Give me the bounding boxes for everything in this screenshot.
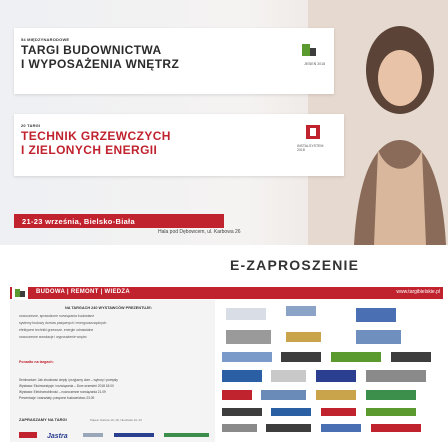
info-bar-text: BUDOWA | REMONT | WIEDZA	[36, 289, 130, 295]
info-bullet: systemy budowy domów pasywnych i energooszczędnych	[19, 321, 107, 325]
invite-heading: ZAPRASZAMY NA TARGI	[19, 417, 67, 422]
sponsor-logo-icon	[164, 433, 209, 437]
website-link[interactable]: www.targibielskie.pl	[396, 289, 440, 295]
event-date: 21-23 września, Bielsko-Biała	[14, 214, 224, 228]
logo-row-1	[226, 306, 396, 322]
logo-row-6	[222, 408, 416, 416]
logo-row-5	[222, 390, 416, 400]
sponsor-name: Jastra	[47, 433, 68, 440]
info-bullet: nowoczesne aranżacje i wyposażenie wnętrz	[19, 335, 87, 339]
logo-row-4	[222, 370, 426, 382]
sponsor-logos	[19, 430, 215, 440]
card1-edition: 54 MIĘDZYNARODOWE	[21, 37, 70, 42]
seminar-item: Wystawa: Ekoinwestycje i rozwiązania – Dom wrzesień 2018 18:00	[19, 384, 114, 388]
event-venue: Hala pod Dębowcem, ul. Karbowa 26	[158, 229, 241, 235]
extras-heading: Ponadto na targach:	[19, 360, 54, 364]
card2-line2: I ZIELONYCH ENERGII	[21, 143, 158, 157]
card1-logo-caption: JESIEŃ 2018	[304, 62, 326, 66]
sponsor-logo-icon	[83, 433, 103, 437]
fair-card-construction	[14, 28, 334, 94]
logo-row-7	[222, 424, 421, 432]
exhibitor-logo-grid	[216, 300, 443, 442]
logo-row-2	[226, 330, 401, 344]
card2-logo-caption: INSTALSYSTEM 2018	[297, 144, 324, 152]
exhibitor-logos	[216, 300, 443, 442]
invitation-title: E-ZAPROSZENIE	[230, 257, 360, 273]
info-bullet: nowoczesne, sprawdzone rozwiązania budowlane	[19, 314, 95, 318]
bar-logo-icon	[12, 287, 28, 299]
card1-line1: TARGI BUDOWNICTWA	[21, 43, 162, 57]
card1-line2: I WYPOSAŻENIA WNĘTRZ	[21, 57, 180, 71]
seminar-item: Wystawa: Elektromobilność – nowoczesne rozwiązania 21.09	[19, 390, 106, 394]
seminar-item: Prezentacje i warsztaty: pasywne budownictwo 23.09	[19, 396, 95, 400]
info-bullet: efektywne techniki grzewcze, energie odnawialne	[19, 328, 94, 332]
seminar-item: Seminarium: Jak zbudować ciepły i przyjazny dom – wybory i pomysły	[19, 378, 118, 382]
card2-edition: 20 TARGI	[21, 123, 41, 128]
sponsor-logo-icon	[114, 433, 154, 437]
fair-logo-icon	[300, 42, 318, 58]
logo-row-3	[222, 352, 431, 362]
opening-hours: Piątek–Sobota 10–18, Niedziela 10–16	[90, 418, 142, 422]
fair-card-heating	[14, 114, 344, 176]
instalsystem-logo-icon	[304, 124, 322, 140]
exhibitors-heading: NA TARGACH 240 WYSTAWCÓW PREZENTUJE:	[65, 306, 153, 310]
card2-line1: TECHNIK GRZEWCZYCH	[21, 129, 171, 143]
sponsor-logo-icon	[19, 432, 37, 438]
